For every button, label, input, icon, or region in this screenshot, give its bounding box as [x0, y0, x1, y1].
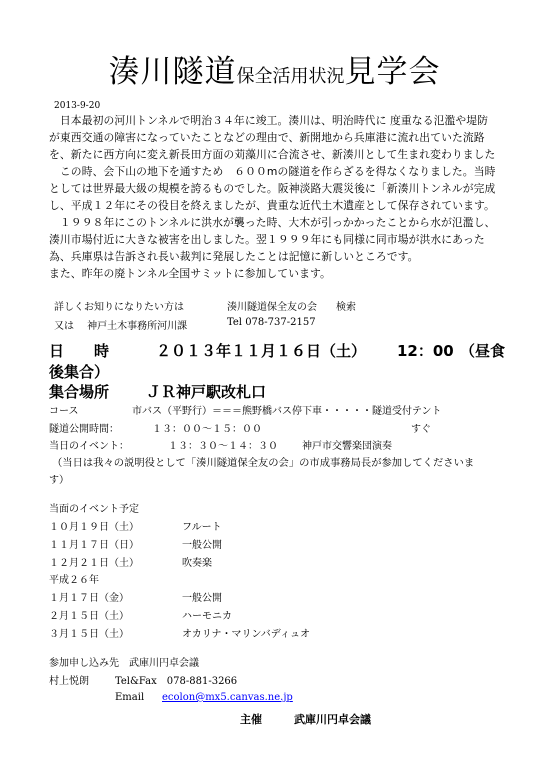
document-date: 2013-9-20 [54, 101, 101, 111]
info-label: 詳しくお知りになりたい方は [54, 302, 184, 313]
paragraph-line: が東西交通の障害になっていたことなどの理由で、新開地から兵庫港に流れ出ていた流路 [49, 131, 485, 144]
event-date: １２月２１日（土） [49, 558, 139, 569]
meeting-value: ＪＲ神戸駅改札口 [146, 383, 267, 401]
host-label: 主催 [240, 713, 262, 726]
title-part1: 湊川隧道 [108, 54, 237, 90]
page-title [0, 46, 549, 91]
event-label: 当日のイベント： [49, 441, 129, 452]
contact-person: 村上悦朗 [49, 676, 89, 687]
open-value: １３：００～１５：００ [152, 424, 262, 435]
office-label: 又は 神戸土木事務所河川課 [54, 321, 188, 332]
event-name: ハーモニカ [182, 611, 232, 622]
paragraph-line: １９９８年にこのトンネルに洪水が襲った時、大木が引っかかったことから水が氾濫し、 [49, 216, 496, 229]
event-name: 一般公開 [182, 540, 222, 551]
note-line: す） [49, 475, 69, 486]
event-date: １１月１７日（日） [49, 540, 139, 551]
event-name: 一般公開 [182, 593, 222, 604]
paragraph-line: また、昨年の廃トンネル全国サミットに参加しています。 [49, 267, 331, 280]
course-label: コース [49, 406, 79, 417]
title-part2: 保全活用状況 [236, 66, 345, 87]
open-note: すぐ [411, 424, 431, 435]
datetime-value: ２０１３年１１月１６日（土） [156, 342, 367, 360]
event-date: １０月１９日（土） [49, 522, 139, 533]
email-label: Email [115, 692, 145, 703]
event-name: 吹奏楽 [182, 558, 212, 569]
event-date: ３月１５日（土） [49, 629, 129, 640]
lunch-note: （昼食 [460, 342, 506, 360]
paragraph-line: 為、兵庫県は告訴され長い裁判に発展したことは記憶に新しいところです。 [49, 250, 419, 263]
event-time: １３：３０～１４：３０ [168, 441, 278, 452]
search-label: 検索 [336, 302, 356, 313]
office-phone: Tel 078-737-2157 [227, 317, 316, 328]
event-value: 神戸市交響楽団演奏 [302, 441, 392, 452]
event-name: フルート [182, 522, 222, 533]
search-keyword: 湊川隧道保全友の会 [227, 302, 317, 313]
paragraph-line: としては世界最大級の規模を誇るものでした。阪神淡路大震災後に「新湊川トンネルが完成 [49, 182, 496, 195]
event-name: オカリナ・マリンバディュオ [182, 629, 310, 640]
apply-to: 参加申し込み先 武庫川円卓会議 [49, 658, 199, 669]
open-label: 隧道公開時間： [49, 424, 119, 435]
events-heading: 当面のイベント予定 [49, 504, 139, 515]
email-link[interactable]: ecolon@mx5.canvas.ne.jp [162, 692, 293, 703]
contact-telfax: Tel&Fax 078-881-3266 [115, 676, 238, 687]
start-time: 12：00 [397, 342, 454, 360]
title-part3: 見学会 [344, 54, 441, 90]
lunch-note-cont: 後集合） [49, 363, 110, 381]
course-value: 市バス（平野行）＝＝＝熊野橋バス停下車・・・・・隧道受付テント [132, 406, 442, 417]
note-line: （当日は我々の説明役として「湊川隧道保全友の会」の市成事務局長が参加してくださいま [52, 457, 475, 469]
event-date: ２月１５日（土） [49, 611, 129, 622]
meeting-label: 集合場所 [49, 383, 110, 401]
paragraph-line: し、平成１２年にその役目を終えましたが、貴重な近代土木遺産として保存されています。 [49, 199, 495, 212]
year-label: 平成２６年 [49, 575, 99, 586]
paragraph-line: を、新たに西方向に変え新長田方面の苅藻川に合流させ、新湊川として生まれ変わりました [49, 148, 496, 161]
paragraph-line: 湊川市場付近に大きな被害を出しました。翌１９９９年にも同様に同市場が洪水にあった [49, 233, 485, 246]
event-date: １月１７日（金） [49, 593, 129, 604]
datetime-label: 日 時 [49, 342, 110, 360]
paragraph-line: 日本最初の河川トンネルで明治３４年に竣工。湊川は、明治時代に 度重なる氾濫や堤防 [49, 114, 489, 127]
paragraph-line: この時、会下山の地下を通すため ６００mの隧道を作らざるを得なくなりました。当時 [49, 165, 496, 178]
host-value: 武庫川円卓会議 [294, 713, 371, 726]
